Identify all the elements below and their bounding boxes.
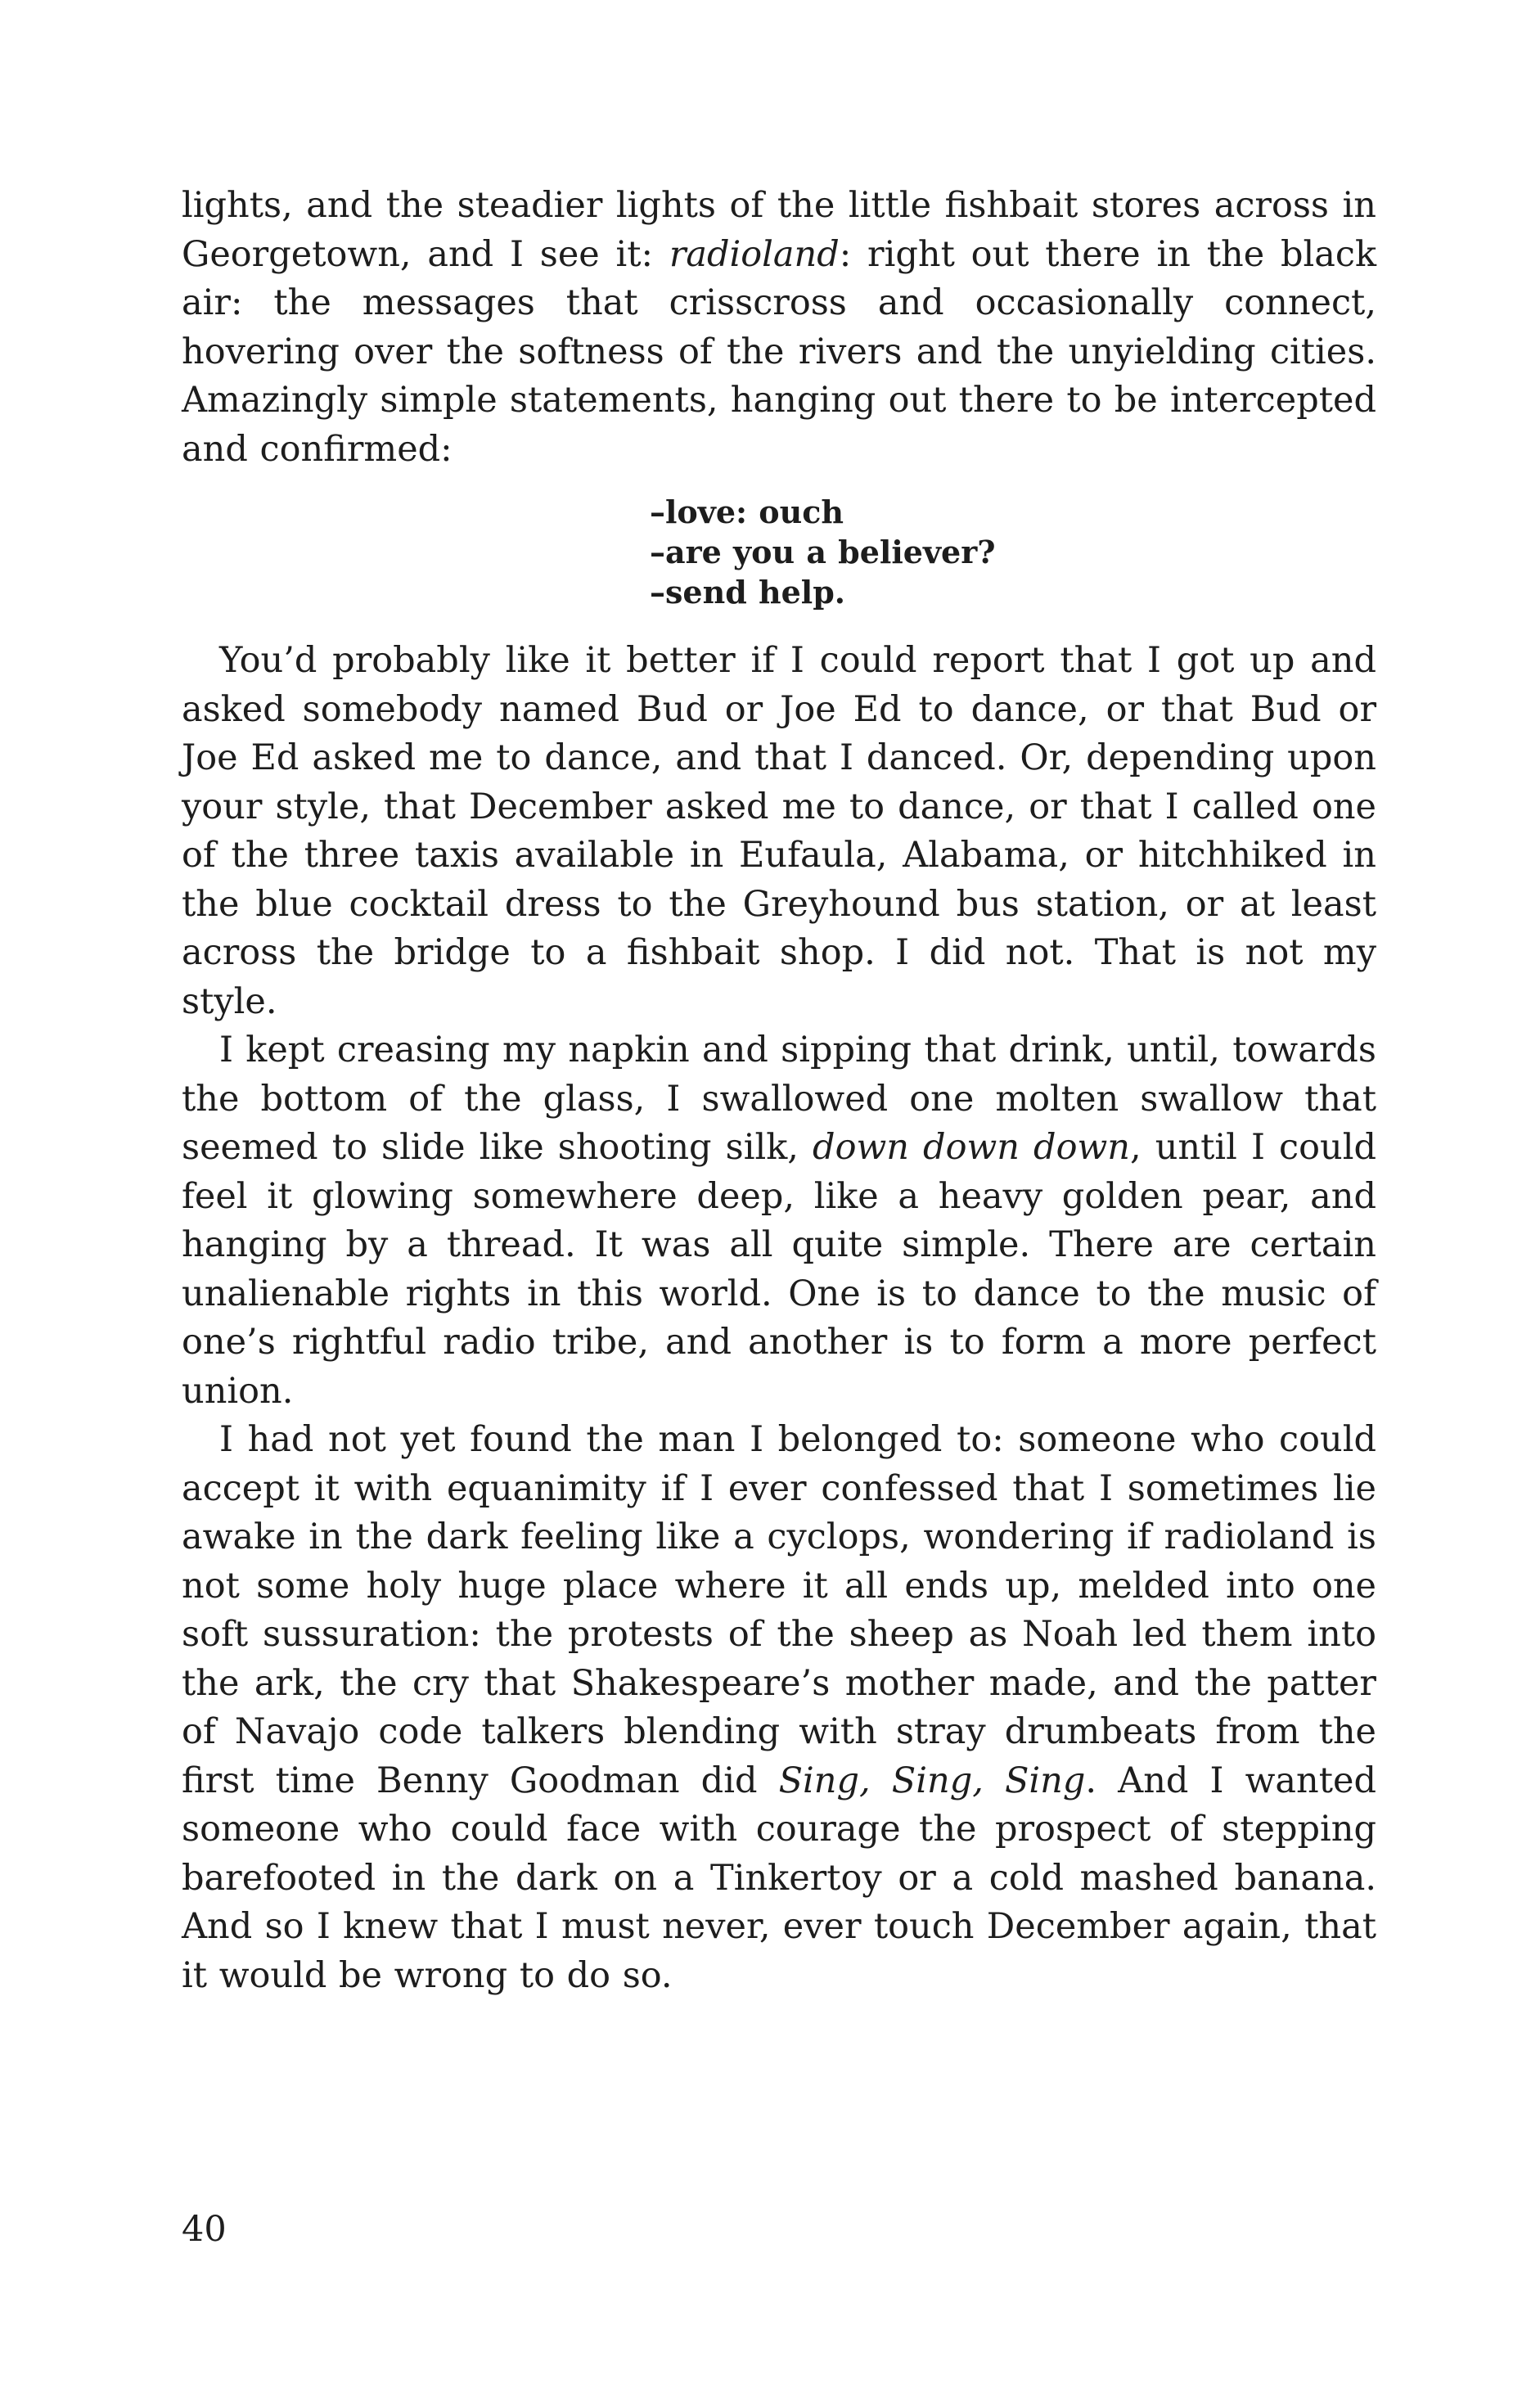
text-segment: I had not yet found the man I belonged to: someone who could accept it with equanimity if I ever confessed that I sometimes lie awake in the dark feeling like a cyclops, wondering if radioland is not some holy huge place where it all ends up, melded into one soft sussuration: the protests of the sheep as Noah led them into the ark, the cry that Shakespeare’s mother made, and the patter of Navajo code talkers blending with stray drumbeats from the first time Benny Goodman did: [182, 1419, 1376, 1801]
text-segment: , until I could feel it glowing somewhere deep, like a heavy golden pear, and hanging by a thread. It was all quite simple. There are certain unalienable rights in this world. One is to dance to the music of one’s rightful radio tribe, and another is to form a more perfect union.: [182, 1127, 1376, 1412]
paragraph: [182, 1026, 1376, 1416]
text-segment: . And I wanted someone who could face with courage the prospect of stepping barefooted in the dark on a Tinkertoy or a cold mashed banana. And so I knew that I must never, ever touch December again, that it would be wrong to do so.: [182, 1760, 1376, 1996]
radio-messages: [182, 474, 1376, 637]
message-line: –send help.: [650, 574, 846, 611]
text-segment: lights, and the steadier lights of the little fishbait stores across in Georgetown, and I see it:: [182, 185, 1376, 275]
page-number: 40: [182, 2209, 227, 2250]
paragraph: [182, 637, 1376, 1026]
italic-segment: radioland: [669, 233, 840, 275]
text-segment: : right out there in the black air: the messages that crisscross and occasionally connect, hovering over the softness of the rivers and the unyielding cities. Amazingly simple statements, hanging out there to be intercepted and confirmed:: [182, 233, 1376, 470]
body-text: [182, 182, 1376, 2000]
paragraph: [182, 1416, 1376, 2000]
message-line: –are you a believer?: [650, 534, 996, 570]
italic-segment: down down down: [813, 1127, 1130, 1168]
opening-paragraph: [182, 182, 1376, 474]
italic-segment: Sing, Sing, Sing: [778, 1760, 1086, 1801]
text-segment: You’d probably like it better if I could report that I got up and asked somebody named Bud or Joe Ed to dance, or that Bud or Joe Ed asked me to dance, and that I danced. Or, depending upon your style, that December asked me to dance, or that I called one of the three taxis available in Eufaula, Alabama, or hitchhiked in the blue cocktail dress to the Greyhound bus station, or at least across the bridge to a fishbait shop. I did not. That is not my style.: [182, 640, 1376, 1022]
message-line: –love: ouch: [650, 493, 844, 530]
text-segment: I kept creasing my napkin and sipping that drink, until, towards the bottom of the glass, I swallowed one molten swallow that seemed to slide like shooting silk,: [182, 1030, 1376, 1168]
